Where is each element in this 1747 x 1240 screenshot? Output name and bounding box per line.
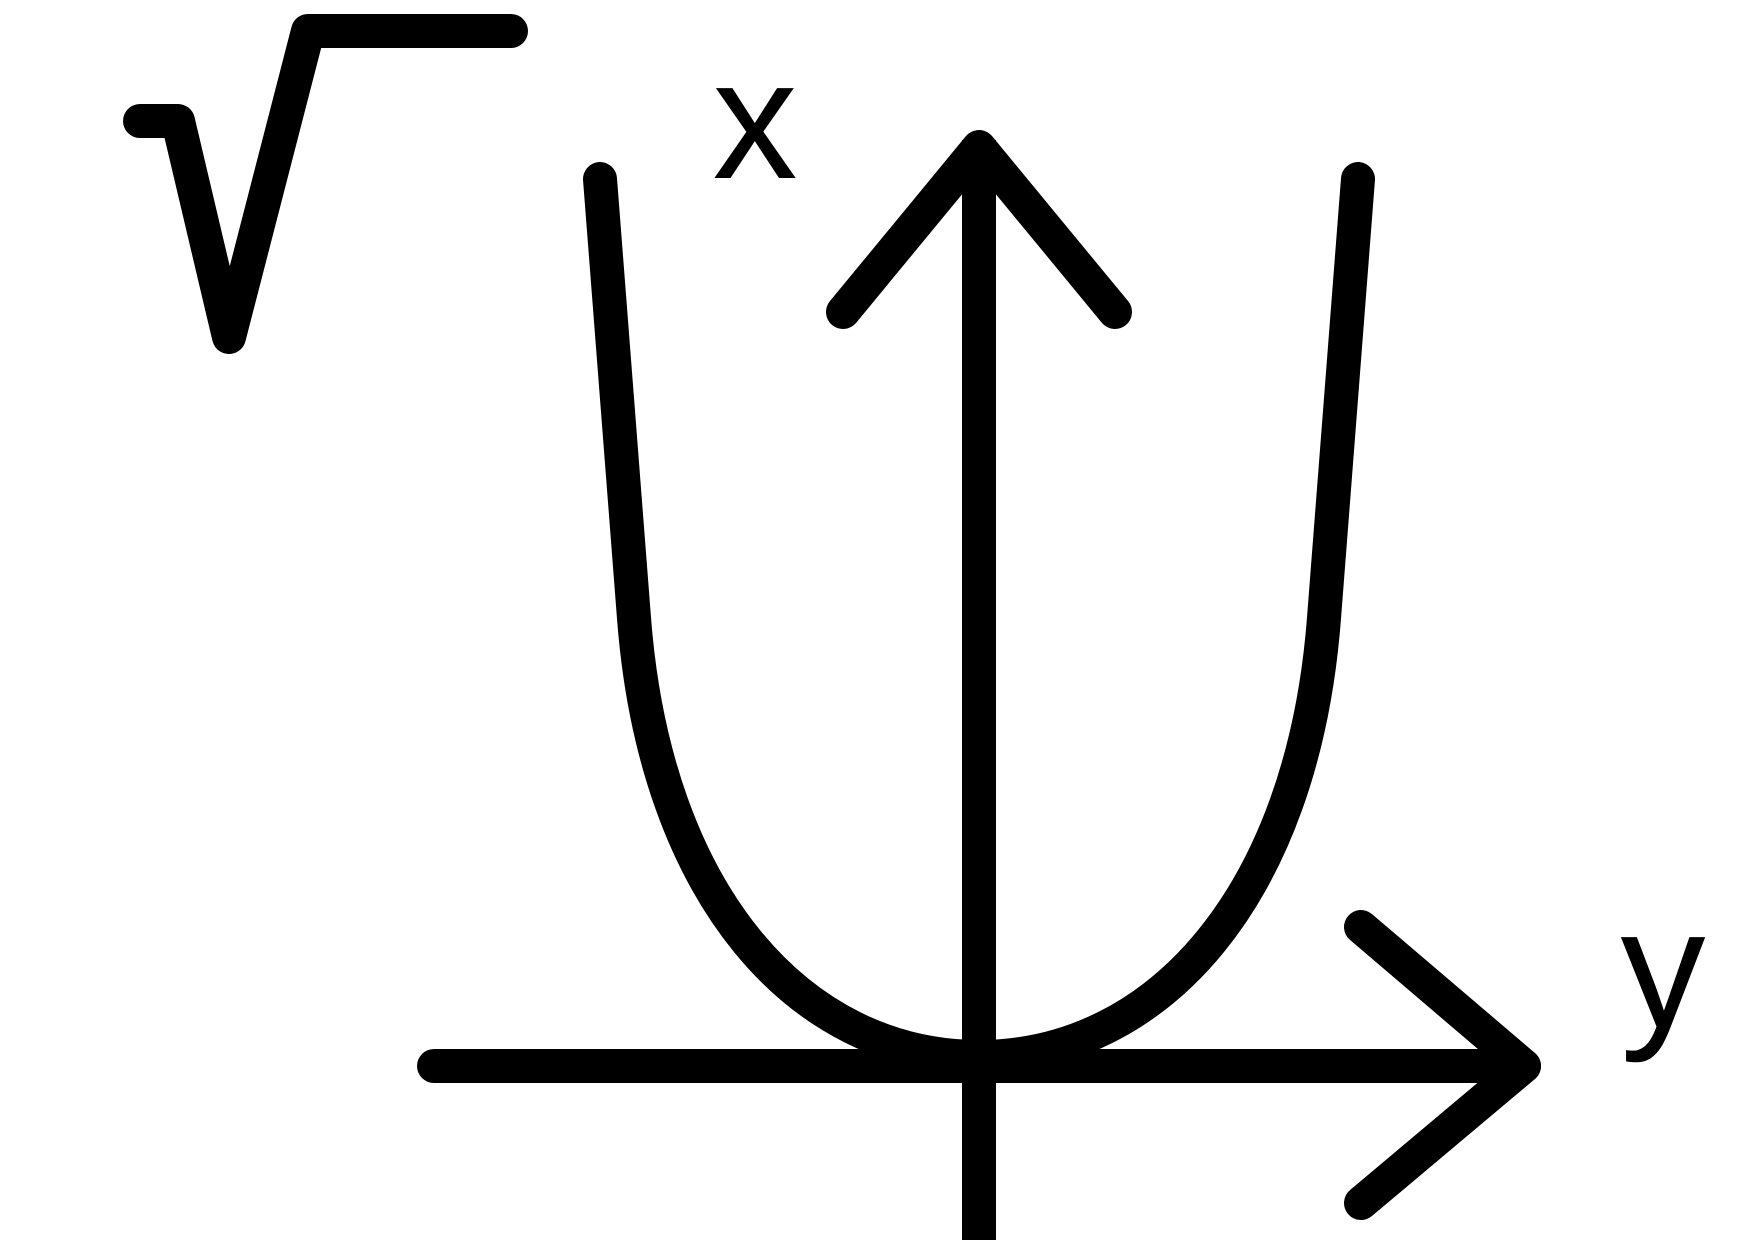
horizontal-axis-label: y [1620,874,1706,1064]
square-root-icon [140,31,511,337]
vertical-axis-label: x [712,25,798,215]
